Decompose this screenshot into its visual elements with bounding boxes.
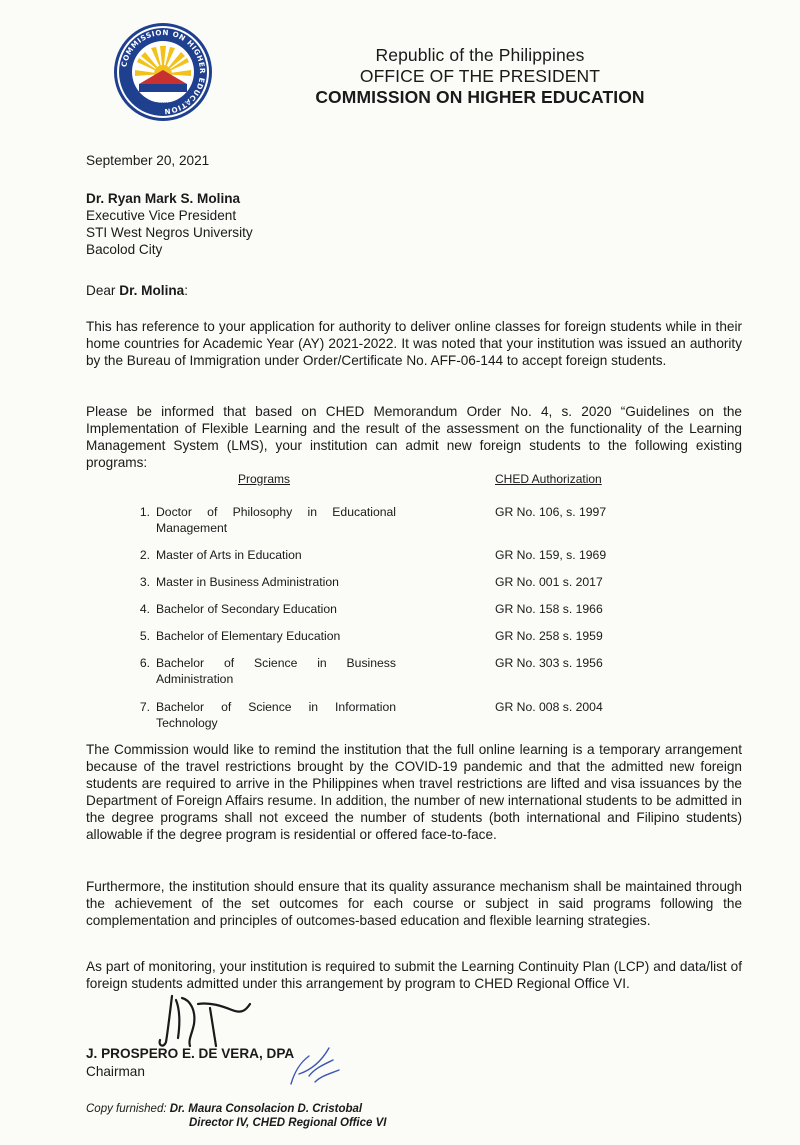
row-authorization: GR No. 159, s. 1969: [495, 548, 607, 562]
salutation: [86, 282, 188, 299]
paragraph-reference: This has reference to your application for authority to deliver online classes for foreign students while in their home countries for Academic Year (AY) 2021-2022. It was noted that your institution was issued an authority by the Bureau of Immigration under Order/Certificate No. AFF-06-144 to accept foreign students.: [86, 319, 742, 368]
signatory-title: Chairman: [86, 1064, 145, 1079]
seal-ring-text: COMMISSION ON HIGHER EDUCATION: [119, 27, 208, 117]
letterhead: [300, 45, 660, 108]
letterhead-commission: COMMISSION ON HIGHER EDUCATION: [315, 87, 645, 107]
row-number: 6.: [139, 656, 150, 670]
row-program: Bachelor of Elementary Education: [156, 629, 341, 643]
row-number: 7.: [139, 700, 150, 714]
recipient-city: Bacolod City: [86, 242, 163, 257]
copy-furnished: [86, 1102, 362, 1117]
authorization-header: CHED Authorization: [495, 472, 602, 486]
recipient-name: Dr. Ryan Mark S. Molina: [86, 191, 241, 206]
letterhead-republic: Republic of the Philippines: [375, 45, 585, 65]
row-program: Bachelor of Secondary Education: [156, 602, 337, 616]
paragraph-informed: Please be informed that based on CHED Memorandum Order No. 4, s. 2020 “Guidelines on the Implementation of Flexible Learning and the result of the assessment on the functionality of the Learning Management System (LMS), your institution can admit new foreign students to the following existing programs:: [86, 404, 742, 470]
seal-year: 1994: [156, 92, 170, 98]
paragraph-reminder: The Commission would like to remind the institution that the full online learning is a temporary arrangement because of the travel restrictions brought by the COVID-19 pandemic and that the admitted new foreign students are required to arrive in the Philippines when travel restrictions are lifted and visa issuances by the Department of Foreign Affairs resume. In addition, the number of new international students to be admitted in the degree programs shall not exceed the number of students (both international and Filipino students) allowable if the degree program is residential or offered face-to-face.: [86, 742, 742, 842]
row-authorization: GR No. 106, s. 1997: [495, 505, 607, 519]
row-number: 4.: [139, 602, 150, 616]
row-number: 5.: [139, 629, 150, 643]
row-program: Master in Business Administration: [156, 575, 339, 589]
row-authorization: GR No. 008 s. 2004: [495, 700, 603, 714]
row-program: Bachelor of Science in Information Technology: [156, 700, 396, 730]
row-authorization: GR No. 303 s. 1956: [495, 656, 603, 670]
seal-motto: OFFICE OF THE PRESIDENT OF THE PHILIPPINES: [132, 102, 194, 105]
recipient-institution: STI West Negros University: [86, 225, 253, 240]
copy-furnished-position: Director IV, CHED Regional Office VI: [189, 1117, 387, 1129]
paragraph-monitoring: As part of monitoring, your institution is required to submit the Learning Continuity Plan (LCP) and data/list of foreign students admitted under this arrangement by program to CHED Regional Office VI.: [86, 959, 742, 991]
signatory-name: J. PROSPERO E. DE VERA, DPA: [86, 1046, 295, 1061]
letterhead-office: OFFICE OF THE PRESIDENT: [359, 66, 601, 86]
salutation-prefix: Dear: [86, 283, 120, 298]
row-authorization: GR No. 258 s. 1959: [495, 629, 603, 643]
row-program: Bachelor of Science in Business Administration: [156, 656, 396, 686]
row-authorization: GR No. 158 s. 1966: [495, 602, 603, 616]
copy-furnished-label: Copy furnished:: [86, 1103, 170, 1115]
row-number: 3.: [139, 575, 150, 589]
paragraph-quality-assurance: Furthermore, the institution should ensure that its quality assurance mechanism shall be maintained through the achievement of the set outcomes for each course or subject in said programs following the complementation and principles of outcomes-based education and flexible learning strategies.: [86, 879, 742, 928]
row-program: Doctor of Philosophy in Educational Management: [156, 505, 396, 535]
salutation-suffix: :: [184, 283, 188, 298]
copy-furnished-name: Dr. Maura Consolacion D. Cristobal: [169, 1103, 363, 1115]
recipient-position: Executive Vice President: [86, 208, 237, 223]
recipient-address: [86, 190, 253, 258]
row-number: 2.: [139, 548, 150, 562]
letter-date: September 20, 2021: [86, 153, 210, 168]
ched-seal: [113, 22, 213, 122]
row-program: Master of Arts in Education: [156, 548, 302, 562]
salutation-name: Dr. Molina: [119, 283, 185, 298]
row-number: 1.: [139, 505, 150, 519]
programs-header: Programs: [238, 472, 291, 486]
row-authorization: GR No. 001 s. 2017: [495, 575, 603, 589]
